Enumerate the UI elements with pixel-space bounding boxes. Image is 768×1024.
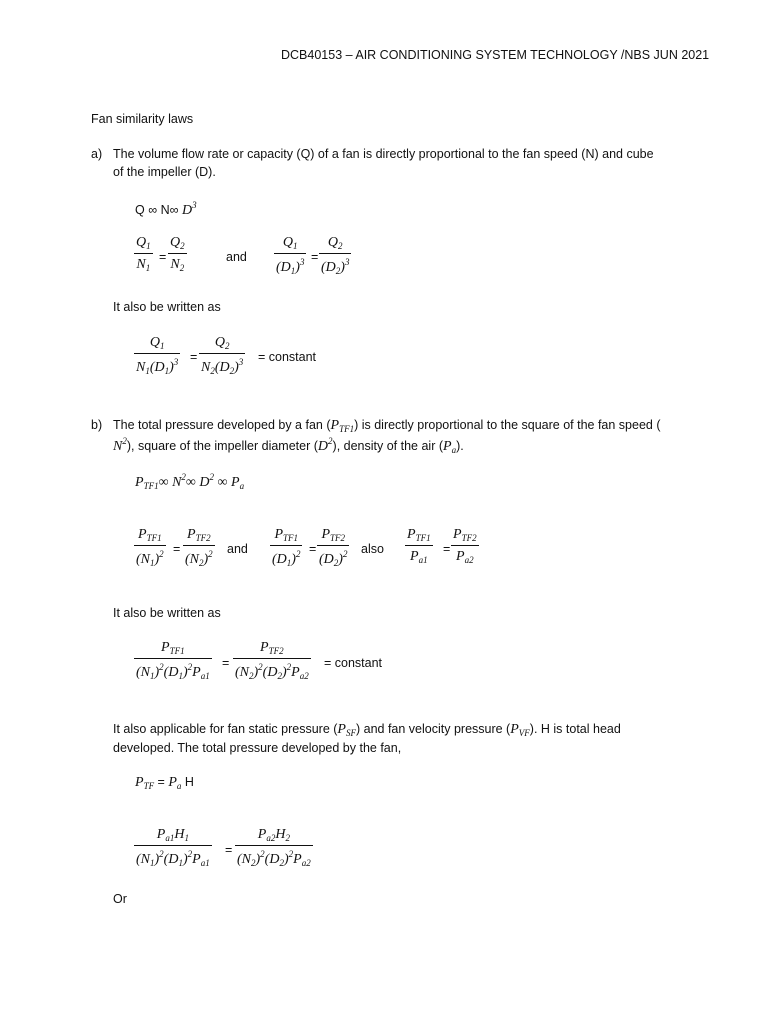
fraction-ptf1-d1: $P_{TF1}$ $(D_1)^2$ — [272, 527, 301, 568]
fraction-ptf1-n1: $P_{TF1}$ $(N_1)^2$ — [136, 527, 164, 568]
q-symbol: Q — [135, 203, 145, 217]
written-as-a: It also be written as — [113, 300, 221, 314]
fraction-q1-d1: $Q_1$ $(D_1)^3$ — [276, 235, 305, 276]
fraction-pa2h2: $P_{a2}H_2$ $(N_2)^2(D_2)^2P_{a2}$ — [237, 827, 311, 868]
constant-b: = constant — [324, 656, 383, 670]
item-b-line2: $N^2$), square of the impeller diameter $(D^2)$, density of the air $(P_a)$. — [113, 436, 464, 455]
section-title: Fan similarity laws — [91, 112, 194, 126]
and-label: and — [226, 250, 247, 264]
item-a-marker: a) — [91, 147, 103, 161]
item-b-marker: b) — [91, 418, 103, 432]
page-header: DCB40153 – AIR CONDITIONING SYSTEM TECHNOLOGY /NBS JUN 2021 — [281, 48, 710, 62]
fraction-ptf2-n2: $P_{TF2}$ $(N_2)^2$ — [185, 527, 213, 568]
fraction-ptf2-d2: $P_{TF2}$ $(D_2)^2$ — [319, 527, 348, 568]
fraction-q1-n1d1: $Q_1$ $N_1(D_1)^3$ — [136, 335, 179, 376]
also-label: also — [361, 542, 384, 556]
fraction-ptf2-pa2: $P_{TF2}$ $P_{a2}$ — [453, 527, 477, 565]
fraction-q2-d2: $Q_2$ $(D_2)^3$ — [321, 235, 350, 276]
fraction-q2-n2d2: $Q_2$ $N_2(D_2)^3$ — [201, 335, 244, 376]
item-a-line1: The volume flow rate or capacity (Q) of a fan is directly proportional to the fan speed (N) and cube — [113, 147, 654, 161]
proportionality-b: $P_{TF1}\infty$ $N^2\infty$ $D^2$ ∞ $P_a$ — [135, 472, 245, 491]
fraction-q1-n1: $Q_1$ $N_1$ — [136, 235, 151, 273]
constant-a: = constant — [258, 350, 317, 364]
written-as-b: It also be written as — [113, 606, 221, 620]
proportionality-a: Q ∞ N∞ $D^3$ — [135, 200, 197, 218]
static-pressure-line2: developed. The total pressure developed by the fan, — [113, 741, 402, 755]
and-label-b: and — [227, 542, 248, 556]
fraction-ptf2-full: $P_{TF2}$ $(N_2)^2(D_2)^2P_{a2}$ — [235, 640, 309, 681]
n-symbol: N — [160, 203, 170, 217]
or-label: Or — [113, 892, 127, 906]
item-a-line2: of the impeller (D). — [113, 165, 216, 179]
item-b-line1: The total pressure developed by a fan $(P_{TF1})$ is directly proportional to the square of the fan speed ( — [113, 418, 661, 434]
fraction-q2-n2: $Q_2$ $N_2$ — [170, 235, 185, 273]
static-pressure-line1: It also applicable for fan static pressure $(P_{SF})$ and fan velocity pressure $(P_{VF})$. H is total head — [113, 722, 621, 738]
fraction-pa1h1: $P_{a1}H_1$ $(N_1)^2(D_1)^2P_{a1}$ — [136, 827, 210, 868]
fraction-ptf1-full: $P_{TF1}$ $(N_1)^2(D_1)^2P_{a1}$ — [136, 640, 210, 681]
head-symbol: H — [184, 775, 194, 789]
ptf-equation: $P_{TF} = P_a$ H — [135, 775, 194, 791]
fraction-ptf1-pa1: $P_{TF1}$ $P_{a1}$ — [407, 527, 431, 565]
